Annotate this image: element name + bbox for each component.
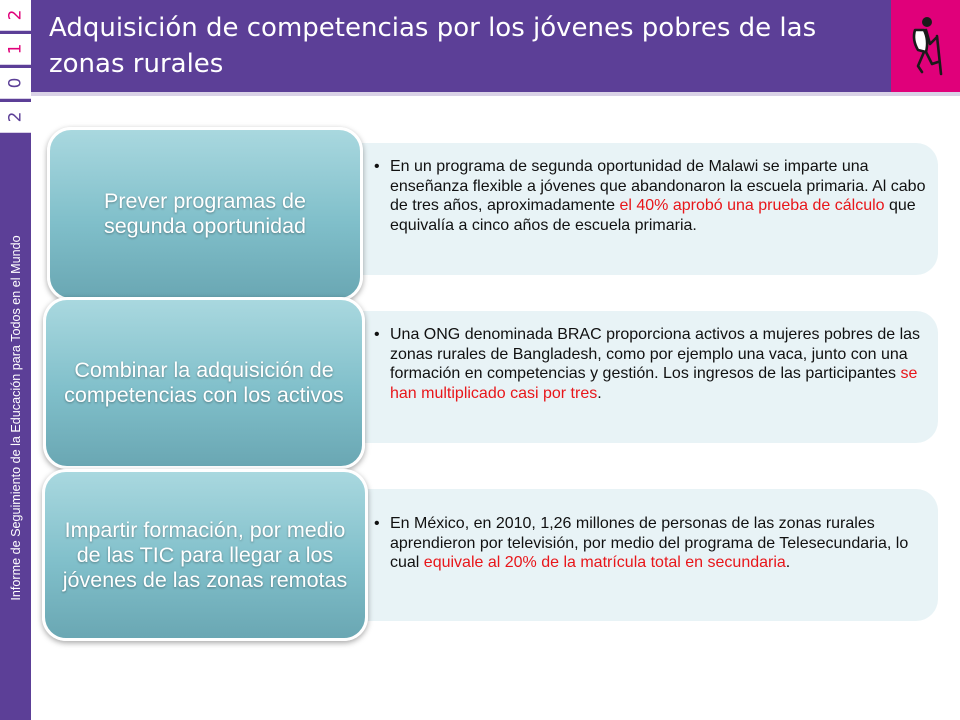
category-label-text: Impartir formación, por medio de las TIC para llegar a los jóvenes de las zonas remotas [62, 517, 348, 592]
description-item [374, 325, 930, 403]
report-caption: Informe de Seguimiento de la Educación para Todos en el Mundo [9, 235, 23, 601]
highlight-text: equivale al 20% de la matrícula total en secundaria [423, 554, 786, 572]
category-label [47, 127, 363, 301]
description-text: . [785, 554, 791, 572]
description-text: En México, en 2010, 1,26 millones de personas de las zonas rurales aprendieron por televisión, por medio del programa de Telesecundaria, lo cual [390, 515, 909, 572]
category-label-text: Prever programas de segunda oportunidad [103, 189, 307, 238]
slide-header [31, 0, 891, 92]
description-list [374, 514, 930, 573]
year-digit: 1 [5, 43, 26, 55]
category-label [43, 297, 365, 469]
year-digit: 2 [5, 111, 26, 123]
description-text: Una ONG denominada BRAC proporciona activos a mujeres pobres de las zonas rurales de Bangladesh, como por ejemplo una vaca, junto con una formación en competencias y gestión. Los ingresos de las participantes [390, 326, 921, 383]
description-item [374, 157, 930, 235]
category-label [42, 469, 368, 641]
left-sidebar [0, 0, 31, 720]
description-text: En un programa de segunda oportunidad de Malawi se imparte una enseñanza flexible a jóvenes que abandonaron la escuela primaria. Al cabo de tres años, aproximadamente [390, 158, 926, 215]
slide-title: Adquisición de competencias por los jóvenes pobres de las zonas rurales [49, 13, 817, 79]
year-digit-box [0, 0, 31, 31]
year-digit-box [0, 68, 31, 99]
description-item [374, 514, 930, 573]
year-digit-box [0, 102, 31, 133]
year-digit: 2 [5, 9, 26, 21]
description-list [374, 325, 930, 403]
hiker-icon [891, 0, 960, 92]
year-digit: 0 [5, 77, 26, 89]
description-text: . [597, 384, 602, 402]
description-list [374, 157, 930, 235]
description-text: que equivalía a cinco años de escuela primaria. [390, 197, 916, 234]
highlight-text: el 40% aprobó una prueba de cálculo [619, 197, 885, 215]
header-divider [31, 92, 960, 96]
category-label-text: Combinar la adquisición de competencias con los activos [64, 358, 344, 407]
highlight-text: se han multiplicado casi por tres [390, 365, 918, 402]
logo-panel [891, 0, 960, 92]
year-digit-box [0, 34, 31, 65]
